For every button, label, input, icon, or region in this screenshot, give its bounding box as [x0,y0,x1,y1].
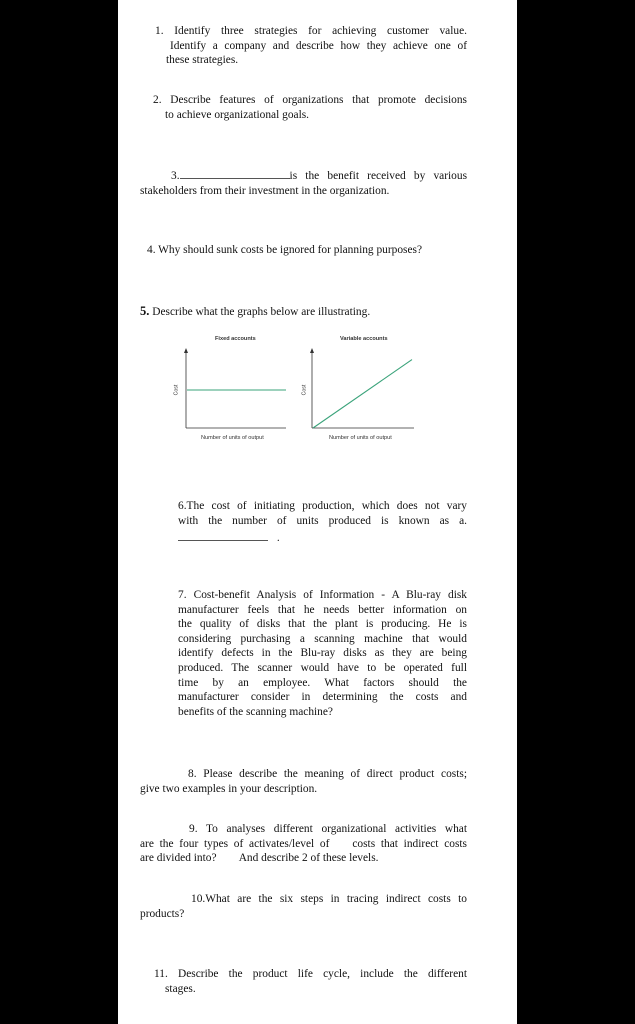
question-7-line5: identify defects in the Blu-ray disks as they are being [178,647,467,660]
question-6-blank[interactable] [178,530,268,541]
question-2 [153,93,467,122]
chart-variable-ylabel: Cost [301,384,308,396]
question-2-line1: 2. Describe features of organizations that promote decisions [153,94,467,106]
question-5-text: Describe what the graphs below are illustrating. [152,306,371,318]
question-1-line1: 1. Identify three strategies for achieving customer value. [155,25,467,37]
question-7-line9: benefits of the scanning machine? [178,705,333,718]
question-7 [178,588,467,719]
question-6 [178,499,467,546]
chart-fixed-y-arrow [184,348,188,353]
question-8 [140,767,467,796]
question-1-line3: these strategies. [166,54,239,67]
chart-variable-y-arrow [310,348,314,353]
question-10-line2: products? [140,907,185,920]
chart-fixed-plot [182,348,292,430]
question-10 [140,892,467,921]
question-2-line2: to achieve organizational goals. [165,108,310,121]
question-3-blank[interactable] [180,168,290,179]
question-4-text: 4. Why should sunk costs be ignored for planning purposes? [147,244,423,256]
question-9-line3: are divided into? And describe 2 of these levels. [140,852,379,865]
chart-1-series-line-0 [313,360,412,428]
chart-variable-title: Variable accounts [340,336,388,342]
question-7-line8: manufacturer consider in determining the costs and [178,691,467,704]
question-11-line1: 11. Describe the product life cycle, include the different [154,968,467,980]
chart-variable-xlabel: Number of units of output [329,435,392,441]
question-1 [155,24,467,68]
question-8-line2: give two examples in your description. [140,782,318,795]
question-4 [147,243,467,258]
question-3-number: 3. [171,170,180,182]
question-7-line1: 7. Cost-benefit Analysis of Information - A Blu-ray disk [178,589,467,601]
question-7-line3: the quality of disks that the plant is producing. He is [178,618,467,631]
question-6-line2: with the number of units produced is known as a. [178,514,467,527]
question-3-text: is the benefit received by various [289,170,467,182]
question-1-line2: Identify a company and describe how they achieve one of [170,39,467,52]
question-6-line1: 6.The cost of initiating production, which does not vary [178,500,467,512]
question-7-line4: considering purchasing a scanning machine that would [178,632,467,645]
chart-fixed-title: Fixed accounts [215,336,256,342]
question-8-line1: 8. Please describe the meaning of direct product costs; [188,768,467,780]
chart-fixed-xlabel: Number of units of output [201,435,264,441]
question-10-line1: 10.What are the six steps in tracing indirect costs to [191,893,467,905]
question-7-line2: manufacturer feels that he needs better information on [178,603,467,616]
question-3-line1 [140,168,467,184]
question-11 [154,967,467,996]
question-5 [140,304,467,320]
question-6-period: . [276,532,280,545]
chart-fixed-ylabel: Cost [173,384,180,396]
chart-variable-plot [308,348,418,430]
question-5-number: 5. [140,304,150,318]
question-7-line6: produced. The scanner would have to be operated full [178,661,467,674]
question-9 [140,822,467,866]
question-11-line2: stages. [165,982,196,995]
question-3 [140,168,467,198]
question-3-line2: stakeholders from their investment in the organization. [140,184,390,197]
question-7-line7: time by an employee. What factors should the [178,676,467,689]
question-9-line2: are the four types of activates/level of costs that indirect costs [140,837,467,850]
question-9-line1: 9. To analyses different organizational activities what [189,823,467,835]
